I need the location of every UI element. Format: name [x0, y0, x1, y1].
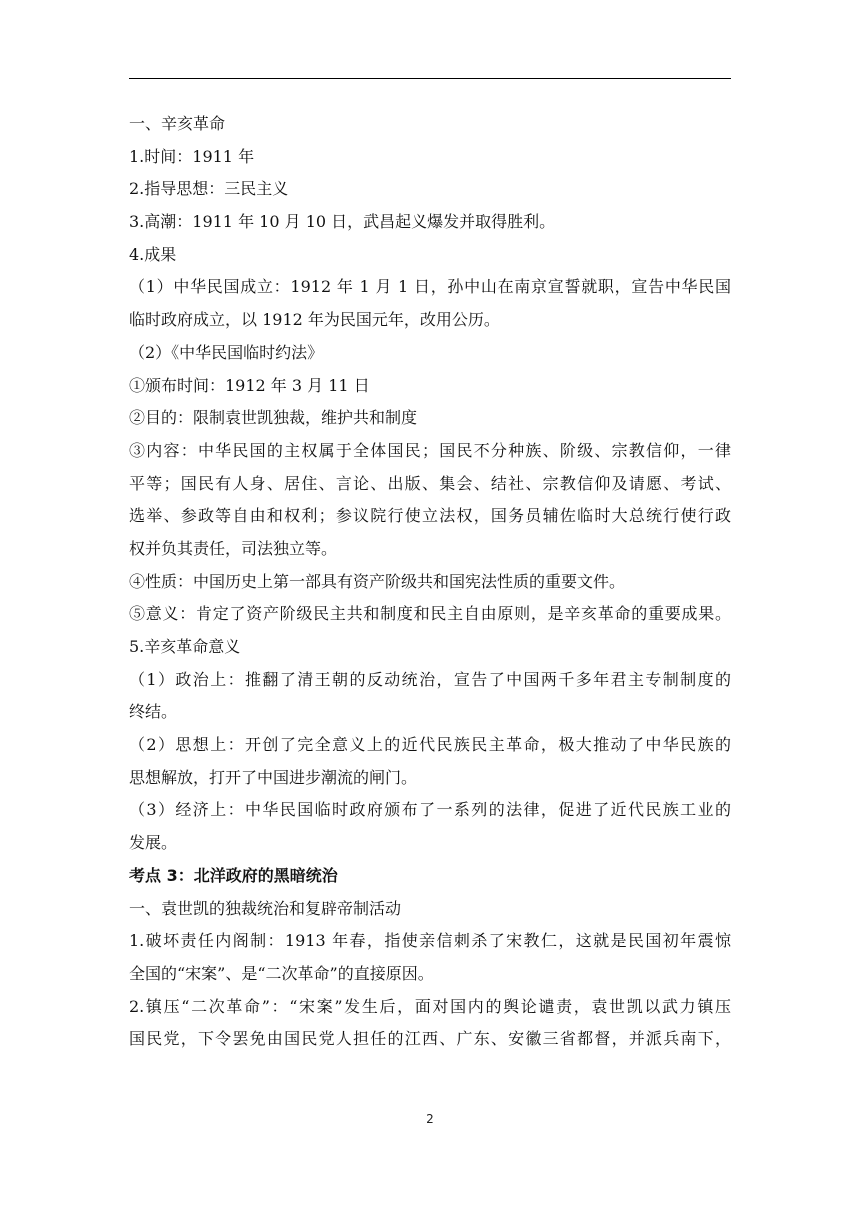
text-line: ②目的：限制袁世凯独裁，维护共和制度 — [129, 408, 418, 428]
text-line: （1）中华民国成立：1912 年 1 月 1 日，孙中山在南京宣誓就职，宣告中华民国 — [129, 277, 731, 297]
text-line: 发展。 — [129, 833, 178, 853]
text-line: （3）经济上：中华民国临时政府颁布了一系列的法律，促进了近代民族工业的 — [129, 800, 731, 820]
page-number: 2 — [426, 1112, 434, 1126]
text-line: 一、辛亥革命 — [129, 114, 226, 133]
text-line: 一、袁世凯的独裁统治和复辟帝制活动 — [129, 898, 402, 918]
text-line: 2.指导思想：三民主义 — [129, 179, 289, 199]
text-line: ④性质：中国历史上第一部具有资产阶级共和国宪法性质的重要文件。 — [129, 571, 626, 591]
document-body — [129, 108, 731, 1056]
text-line: ①颁布时间：1912 年 3 月 11 日 — [129, 375, 370, 395]
text-line: 全国的“宋案”、是“二次革命”的直接原因。 — [129, 963, 434, 983]
text-line: 1.时间：1911 年 — [129, 146, 255, 166]
text-line: 2.镇压“二次革命”：“宋案”发生后，面对国内的舆论谴责，袁世凯以武力镇压 — [129, 996, 731, 1016]
text-line: 3.高潮：1911 年 10 月 10 日，武昌起义爆发并取得胜利。 — [129, 212, 556, 232]
text-line: （2）思想上：开创了完全意义上的近代民族民主革命，极大推动了中华民族的 — [129, 735, 731, 755]
section-heading: 考点 3：北洋政府的黑暗统治 — [129, 865, 338, 885]
text-line: ⑤意义：肯定了资产阶级民主共和制度和民主自由原则，是辛亥革命的重要成果。 — [129, 604, 731, 624]
text-line: 权并负其责任，司法独立等。 — [129, 538, 338, 558]
text-line: 国民党，下令罢免由国民党人担任的江西、广东、安徽三省都督，并派兵南下， — [129, 1029, 731, 1049]
text-line: 1.破坏责任内阁制：1913 年春，指使亲信刺杀了宋教仁，这就是民国初年震惊 — [129, 931, 731, 951]
text-line: 平等；国民有人身、居住、言论、出版、集会、结社、宗教信仰及请愿、考试、 — [129, 473, 731, 493]
text-line: 终结。 — [129, 702, 178, 722]
text-line: 4.成果 — [129, 244, 177, 264]
text-line: 临时政府成立，以 1912 年为民国元年，改用公历。 — [129, 310, 500, 330]
text-line: 5.辛亥革命意义 — [129, 637, 241, 656]
text-line: （2）《中华民国临时约法》 — [129, 342, 324, 362]
text-line: ③内容：中华民国的主权属于全体国民；国民不分种族、阶级、宗教信仰，一律 — [129, 440, 731, 460]
text-line: （1）政治上：推翻了清王朝的反动统治，宣告了中国两千多年君主专制制度的 — [129, 669, 731, 689]
text-line: 思想解放，打开了中国进步潮流的闸门。 — [129, 767, 418, 787]
header-rule — [129, 78, 731, 79]
text-line: 选举、参政等自由和权利；参议院行使立法权，国务员辅佐临时大总统行使行政 — [129, 506, 731, 526]
